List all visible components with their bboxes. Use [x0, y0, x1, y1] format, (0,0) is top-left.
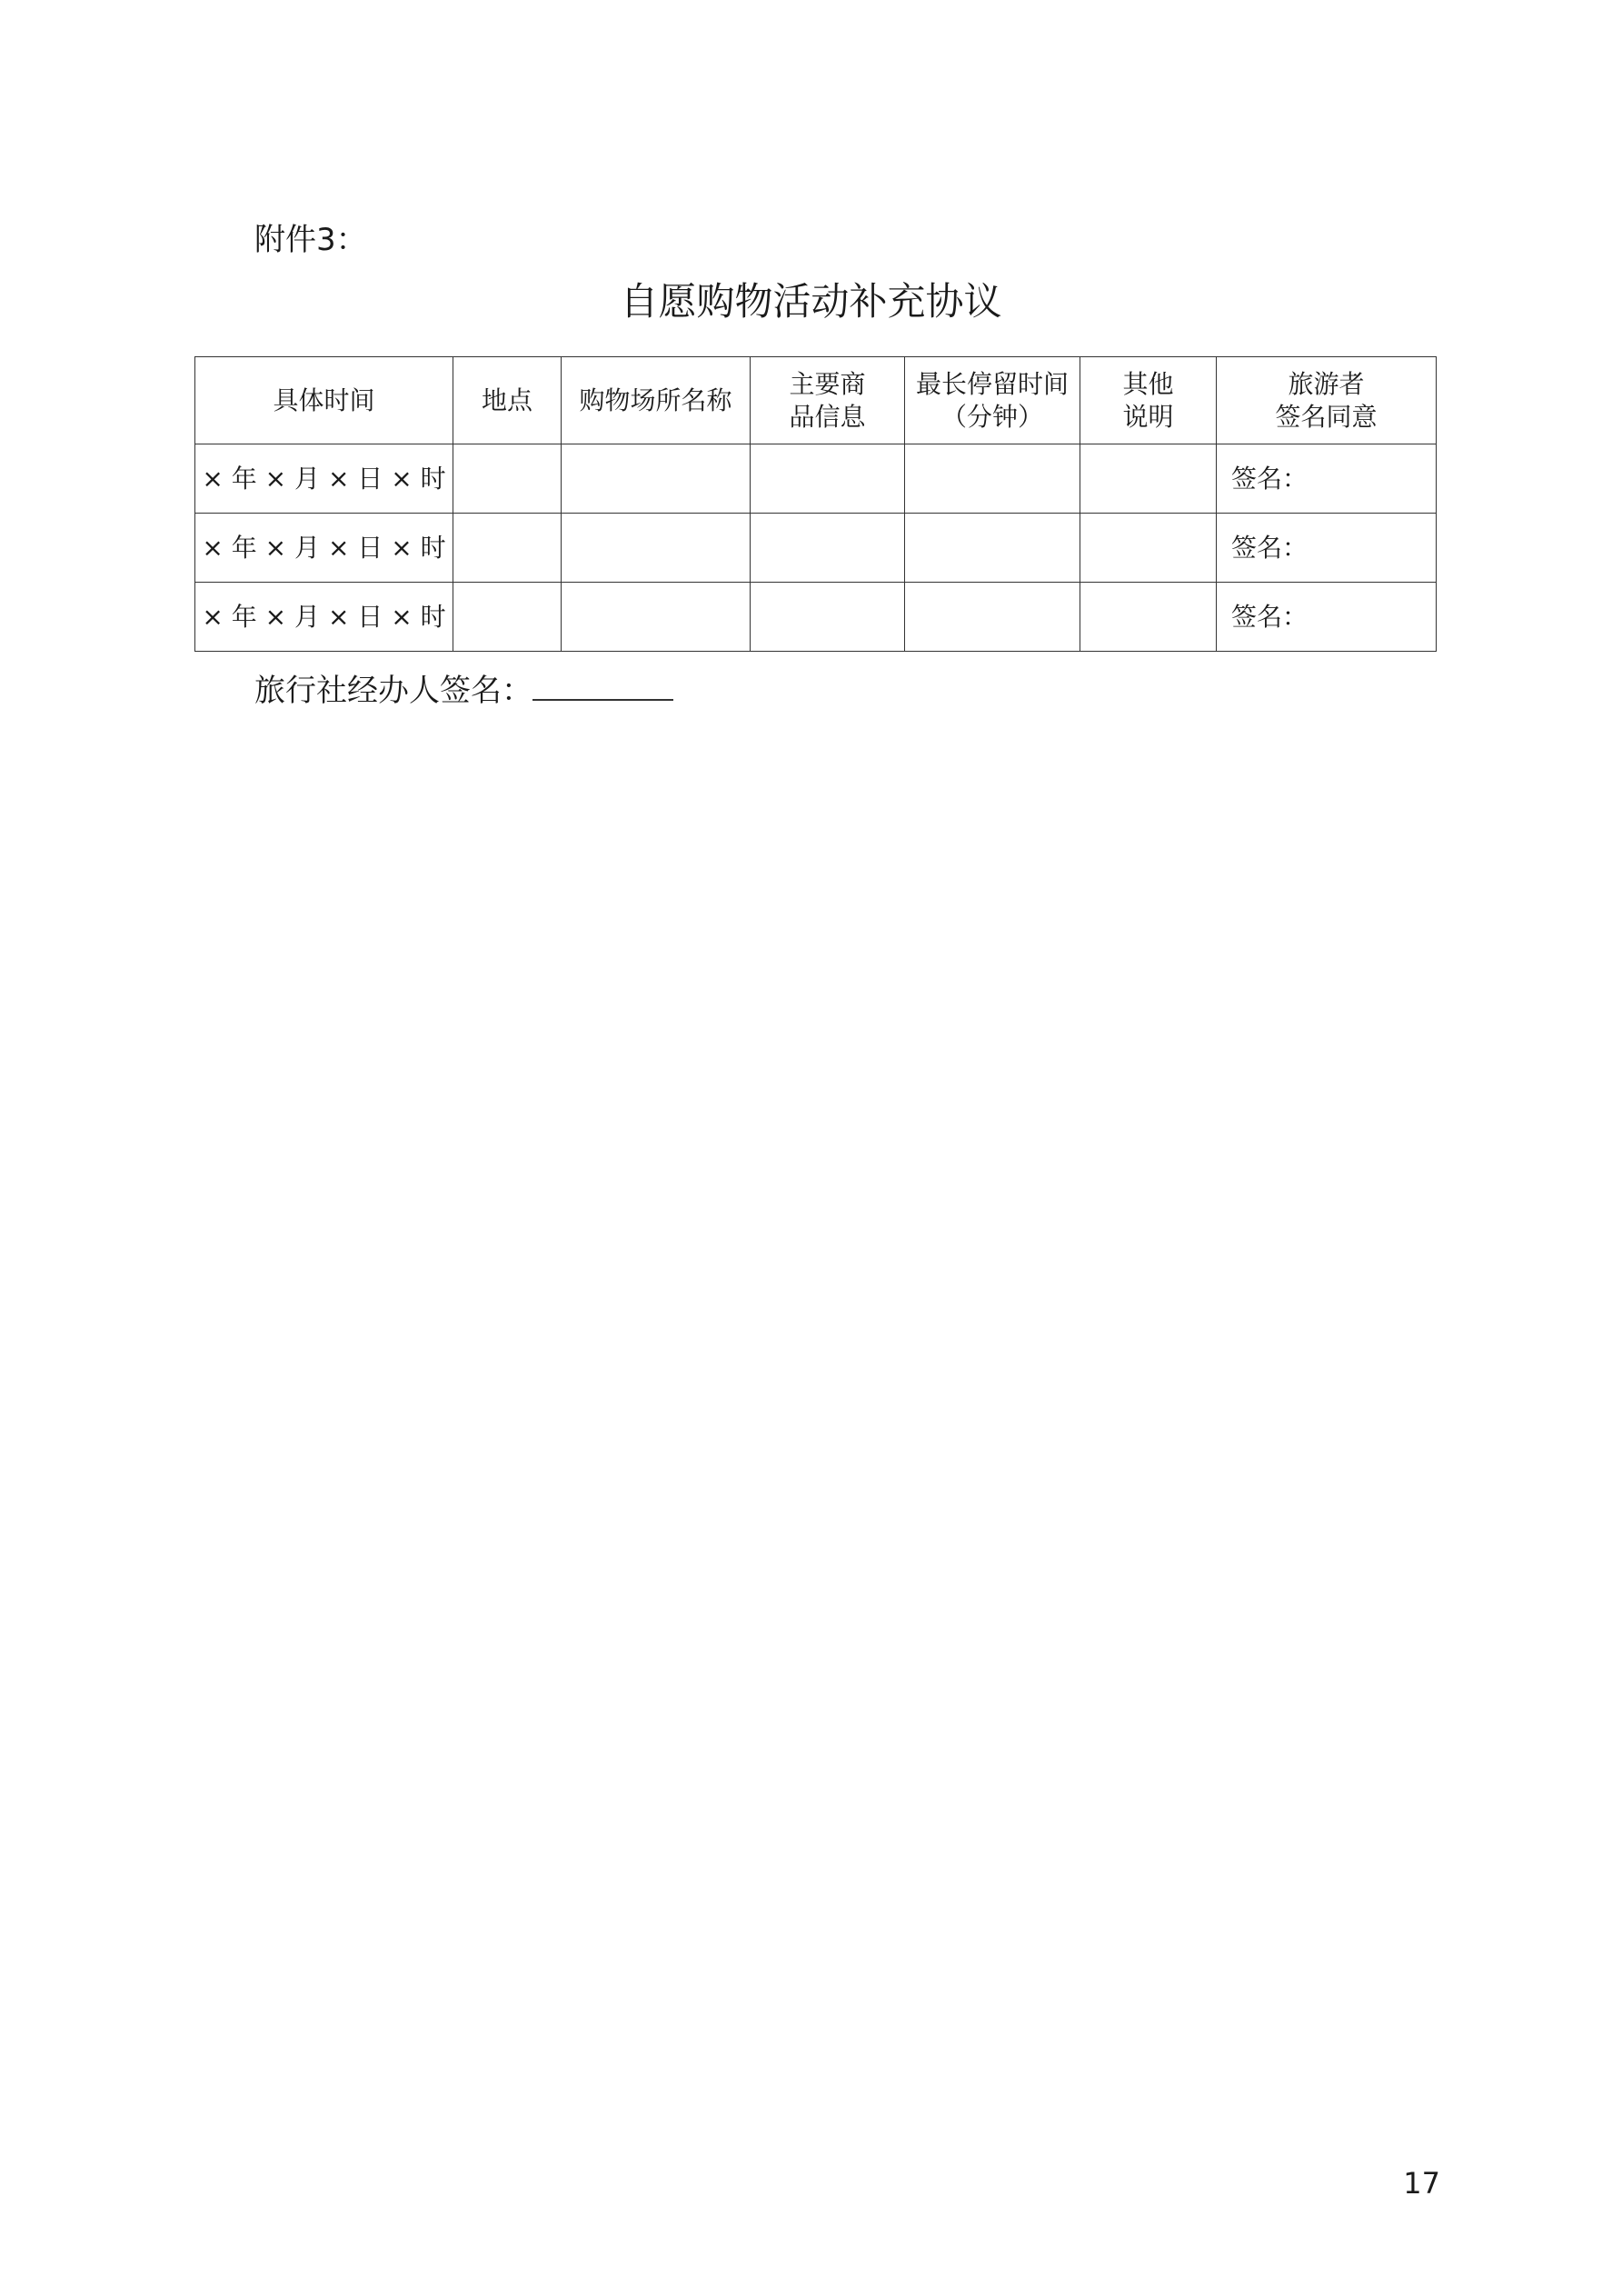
table-row — [195, 583, 1437, 652]
document-title: 自愿购物活动补充协议 — [620, 279, 1002, 324]
goods-info-cell — [751, 514, 905, 583]
max-stay-cell — [905, 583, 1080, 652]
location-cell — [453, 514, 562, 583]
table-header-row — [195, 357, 1437, 444]
shop-name-cell — [562, 514, 751, 583]
attachment-label: 附件3： — [254, 222, 367, 258]
table-row — [195, 514, 1437, 583]
agent-signature-label: 旅行社经办人签名： — [254, 673, 532, 709]
time-cell: × 年 × 月 × 日 × 时 — [195, 514, 453, 583]
time-cell: × 年 × 月 × 日 × 时 — [195, 583, 453, 652]
notes-cell — [1080, 444, 1217, 514]
agent-signature-blank — [532, 672, 673, 701]
signature-cell: 签名： — [1217, 583, 1437, 652]
location-cell — [453, 583, 562, 652]
location-cell — [453, 444, 562, 514]
header-shop-name: 购物场所名称 — [562, 357, 751, 444]
notes-cell — [1080, 514, 1217, 583]
header-notes: 其他 说明 — [1080, 357, 1217, 444]
time-cell: × 年 × 月 × 日 × 时 — [195, 444, 453, 514]
shop-name-cell — [562, 583, 751, 652]
notes-cell — [1080, 583, 1217, 652]
header-goods-info: 主要商 品信息 — [751, 357, 905, 444]
signature-cell: 签名： — [1217, 444, 1437, 514]
max-stay-cell — [905, 514, 1080, 583]
shop-name-cell — [562, 444, 751, 514]
header-tourist-consent: 旅游者 签名同意 — [1217, 357, 1437, 444]
table-row — [195, 444, 1437, 514]
shopping-agreement-table — [194, 356, 1437, 652]
goods-info-cell — [751, 444, 905, 514]
header-location: 地点 — [453, 357, 562, 444]
header-max-stay: 最长停留时间 （分钟） — [905, 357, 1080, 444]
agent-signature-line — [254, 671, 673, 711]
goods-info-cell — [751, 583, 905, 652]
signature-cell: 签名： — [1217, 514, 1437, 583]
page-number: 17 — [1403, 2166, 1440, 2201]
max-stay-cell — [905, 444, 1080, 514]
header-time: 具体时间 — [195, 357, 453, 444]
